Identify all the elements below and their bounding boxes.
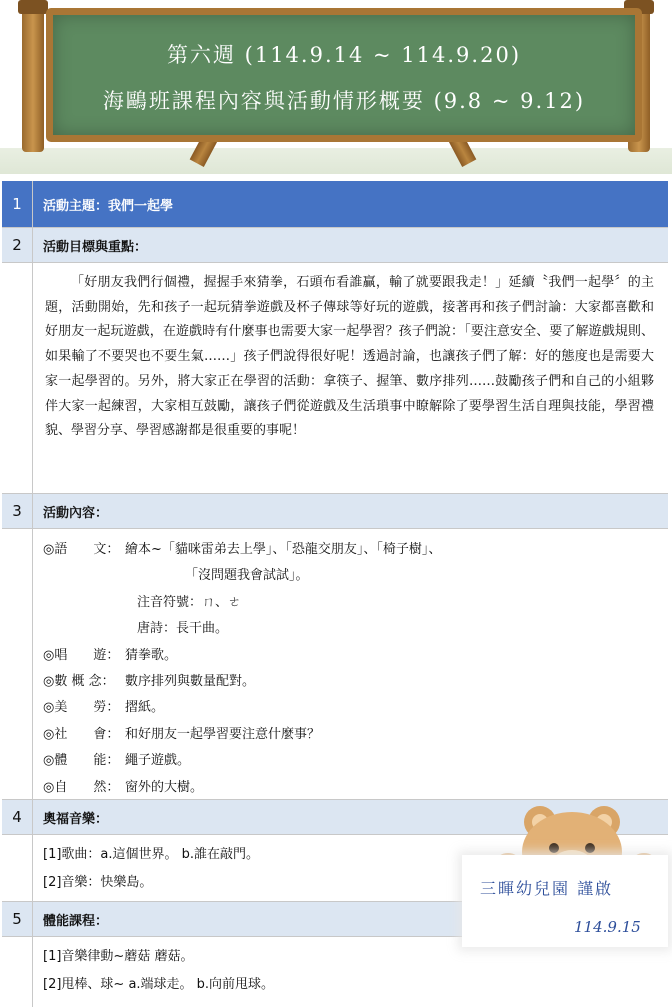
list-item: ◎社 會： 和好朋友一起學習要注意什麼事？	[43, 726, 321, 742]
row-number: 4	[2, 800, 33, 834]
board-post-left	[22, 2, 44, 152]
list-item: ◎自 然： 窗外的大樹。	[43, 779, 204, 795]
section-row-goals	[2, 228, 668, 263]
course-title: 海鷗班課程內容與活動情形概要 (9.8 ~ 9.12)	[102, 89, 586, 113]
section-row-activities	[2, 494, 668, 529]
goals-paragraph: 「好朋友我們行個禮，握握手來猜拳，石頭布看誰贏，輸了就要跟我走！」延續〝我們一起學〞的主題，活動開始，先和孩子一起玩猜拳遊戲及杯子傳球等好玩的遊戲，接著再和孩子們討論：大家都喜歡和好朋友一起玩遊戲，在遊戲時有什麼事也需要大家一起學習？孩子們說：「要注意安全、要了解遊戲規則、如果輸了不要哭也不要生氣……」孩子們說得很好呢！透過討論，也讓孩子們了解：好的態度也是需要大家一起學習的。另外，將大家正在學習的活動：拿筷子、握筆、數序排列……鼓勵孩子們和自己的小組夥伴大家一起練習，大家相互鼓勵，讓孩子們從遊戲及生活瑣事中瞭解除了要學習生活自理與技能，學習禮貌、學習分享、學習感謝都是很重要的事呢！	[45, 275, 654, 439]
row-number: 2	[2, 228, 33, 262]
list-item: ◎數 概 念： 數序排列與數量配對。	[43, 674, 256, 690]
activities-body	[2, 529, 668, 800]
list-item: [2]音樂：快樂島。	[43, 875, 153, 890]
post-cap	[18, 0, 48, 14]
chalkboard	[46, 8, 642, 142]
signature-date: 114.9.15	[574, 918, 641, 936]
section-title: 體能課程：	[43, 913, 109, 929]
grass-strip	[0, 148, 672, 174]
row-number: 5	[2, 902, 33, 936]
list-item: [1]音樂律動~蘑菇 蘑菇。	[43, 949, 194, 964]
list-item: ◎語 文： 繪本~「貓咪雷弟去上學」、「恐龍交朋友」、「椅子樹」、	[43, 542, 442, 557]
list-item: 唐詩：長干曲。	[137, 621, 229, 637]
chalkboard-header	[0, 0, 672, 180]
list-item: ◎唱 遊： 猜拳歌。	[43, 647, 178, 663]
list-item: [2]甩棒、球~ a.端球走。 b.向前甩球。	[43, 977, 275, 992]
list-item: ◎美 勞： 摺紙。	[43, 700, 165, 716]
section-title: 活動內容：	[43, 505, 109, 521]
row-number: 3	[2, 494, 33, 528]
section-title: 活動目標與重點：	[43, 239, 148, 255]
activities-list	[33, 529, 668, 799]
list-item: 「沒問題我會試試」。	[185, 568, 309, 584]
theme-row	[2, 181, 668, 228]
list-item: [1]歌曲：a.這個世界。 b.誰在敲門。	[43, 847, 260, 862]
theme-text: 活動主題：我們一起學	[43, 198, 174, 214]
row-number: 1	[2, 181, 33, 227]
week-title: 第六週 (114.9.14 ~ 114.9.20)	[166, 43, 522, 67]
section-title: 奧福音樂：	[43, 811, 109, 827]
list-item: 注音符號：ㄇ、ㄜ	[137, 594, 242, 610]
bear-eye	[549, 843, 559, 853]
school-signature: 三暉幼兒園 謹啟	[480, 879, 614, 898]
bear-eye	[585, 843, 595, 853]
list-item: ◎體 能： 繩子遊戲。	[43, 753, 191, 769]
goals-body	[2, 263, 668, 494]
